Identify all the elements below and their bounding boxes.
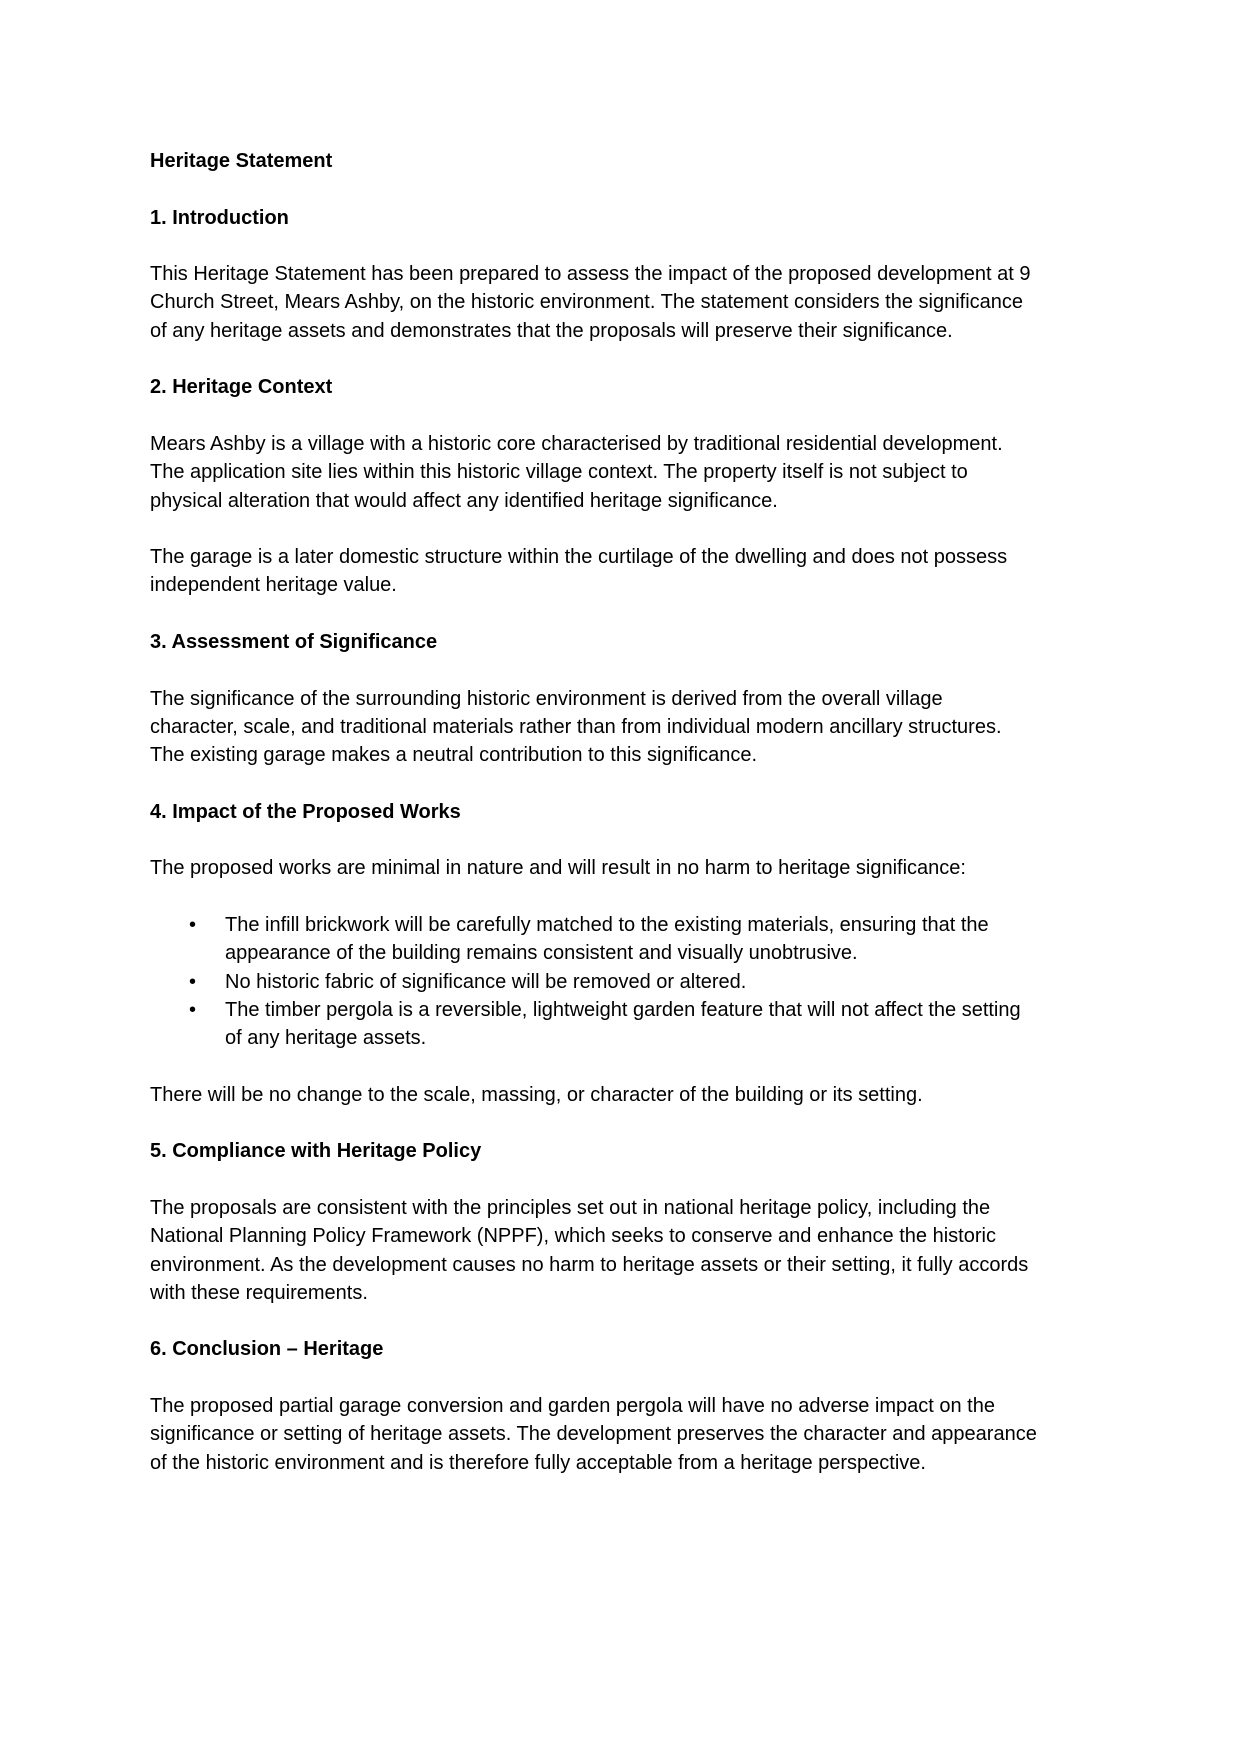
text-line: The proposed partial garage conversion and garden pergola will have no adverse impact on the xyxy=(150,1395,995,1418)
text-line: No historic fabric of significance will be removed or altered. xyxy=(225,970,747,993)
text-line: The proposals are consistent with the principles set out in national heritage policy, including the xyxy=(150,1196,991,1219)
text-line: The timber pergola is a reversible, lightweight garden feature that will not affect the setting xyxy=(225,998,1021,1021)
text-line: The infill brickwork will be carefully matched to the existing materials, ensuring that the xyxy=(225,914,989,937)
text-line: independent heritage value. xyxy=(150,574,397,597)
text-line: environment. As the development causes no harm to heritage assets or their setting, it fully accords xyxy=(150,1253,1029,1276)
text-line: significance or setting of heritage assets. The development preserves the character and appearance xyxy=(150,1423,1037,1446)
list-item xyxy=(150,911,1090,968)
introduction-paragraph xyxy=(150,260,1090,345)
section-heading-impact: 4. Impact of the Proposed Works xyxy=(150,800,461,823)
text-line: There will be no change to the scale, massing, or character of the building or its setting. xyxy=(150,1083,923,1106)
text-line: of any heritage assets and demonstrates that the proposals will preserve their significance. xyxy=(150,319,953,342)
text-line: The proposed works are minimal in nature and will result in no harm to heritage significance: xyxy=(150,857,966,880)
garage-paragraph xyxy=(150,543,1090,600)
text-line: The application site lies within this historic village context. The property itself is not subject to xyxy=(150,461,968,484)
text-line: The garage is a later domestic structure within the curtilage of the dwelling and does not possess xyxy=(150,546,1008,569)
text-line: Church Street, Mears Ashby, on the historic environment. The statement considers the significance xyxy=(150,291,1024,314)
text-line: of any heritage assets. xyxy=(225,1027,427,1050)
impact-bullet-list xyxy=(150,911,1090,1052)
conclusion-paragraph xyxy=(150,1392,1090,1477)
bullet-icon: • xyxy=(189,970,197,993)
text-line: Mears Ashby is a village with a historic core characterised by traditional residential development. xyxy=(150,432,1003,455)
text-line: physical alteration that would affect any identified heritage significance. xyxy=(150,489,778,512)
impact-outro-paragraph xyxy=(150,1081,1090,1109)
text-line: character, scale, and traditional materials rather than from individual modern ancillary structures. xyxy=(150,715,1002,738)
section-heading-introduction: 1. Introduction xyxy=(150,206,289,229)
list-item xyxy=(150,968,1090,996)
list-item xyxy=(150,996,1090,1053)
text-line: of the historic environment and is therefore fully acceptable from a heritage perspective. xyxy=(150,1451,926,1474)
text-line: This Heritage Statement has been prepared to assess the impact of the proposed development at 9 xyxy=(150,263,1031,286)
impact-intro-paragraph xyxy=(150,854,1090,882)
text-line: National Planning Policy Framework (NPPF), which seeks to conserve and enhance the historic xyxy=(150,1225,996,1248)
text-line: appearance of the building remains consistent and visually unobtrusive. xyxy=(225,942,858,965)
section-heading-heritage-context: 2. Heritage Context xyxy=(150,376,333,399)
heritage-context-paragraph xyxy=(150,430,1090,515)
significance-paragraph xyxy=(150,685,1090,770)
document-page xyxy=(150,147,1090,1505)
section-heading-compliance: 5. Compliance with Heritage Policy xyxy=(150,1140,482,1163)
text-line: The significance of the surrounding historic environment is derived from the overall village xyxy=(150,687,943,710)
text-line: with these requirements. xyxy=(150,1281,368,1304)
bullet-icon: • xyxy=(189,914,197,937)
bullet-icon: • xyxy=(189,998,197,1021)
section-heading-conclusion: 6. Conclusion – Heritage xyxy=(150,1338,384,1361)
document-title: Heritage Statement xyxy=(150,150,333,172)
compliance-paragraph xyxy=(150,1194,1090,1307)
text-line: The existing garage makes a neutral contribution to this significance. xyxy=(150,744,758,767)
section-heading-assessment-of-significance: 3. Assessment of Significance xyxy=(150,631,438,654)
